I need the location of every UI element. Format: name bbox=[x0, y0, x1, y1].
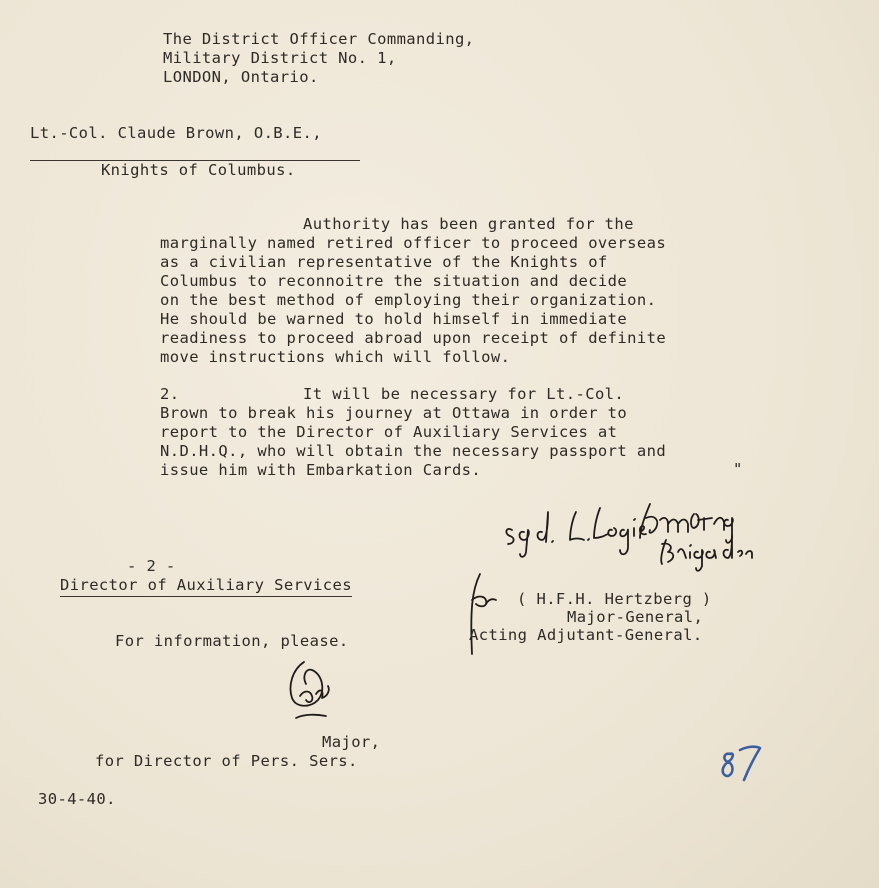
folio-number-87 bbox=[716, 740, 766, 786]
para1-line-1: Authority has been granted for the bbox=[303, 215, 634, 233]
minute-date: 30-4-40. bbox=[38, 790, 116, 808]
minute-addressee: Director of Auxiliary Services bbox=[60, 576, 352, 597]
minute-number: - 2 - bbox=[127, 557, 176, 575]
address-line-1: The District Officer Commanding, bbox=[163, 30, 475, 48]
para2-number: 2. bbox=[160, 385, 180, 403]
minute-rank: Major, bbox=[322, 733, 381, 751]
subject-underline bbox=[30, 160, 360, 161]
para2-line-4: N.D.H.Q., who will obtain the necessary passport and bbox=[160, 442, 667, 460]
subject-line-2 bbox=[30, 142, 360, 199]
handwritten-initials bbox=[282, 656, 338, 728]
para1-line-6: He should be warned to hold himself in immediate bbox=[160, 310, 628, 328]
signatory-rank: Major-General, bbox=[567, 608, 704, 626]
para2-line-1: It will be necessary for Lt.-Col. bbox=[303, 385, 625, 403]
handwritten-for-initial bbox=[464, 570, 504, 660]
subject-line-1: Lt.-Col. Claude Brown, O.B.E., bbox=[30, 124, 322, 142]
para2-line-2: Brown to break his journey at Ottawa in order to bbox=[160, 404, 628, 422]
handwritten-signature-armstrong bbox=[500, 468, 760, 578]
quote-mark: " bbox=[733, 460, 743, 478]
para1-line-7: readiness to proceed abroad upon receipt of definite bbox=[160, 329, 667, 347]
para1-line-5: on the best method of employing their organization. bbox=[160, 291, 657, 309]
signatory-title: Acting Adjutant-General. bbox=[469, 626, 703, 644]
para1-line-4: Columbus to reconnoitre the situation and decide bbox=[160, 272, 628, 290]
minute-for-line: for Director of Pers. Sers. bbox=[95, 752, 358, 770]
para1-line-8: move instructions which will follow. bbox=[160, 348, 511, 366]
minute-note: For information, please. bbox=[115, 632, 349, 650]
subject-line-2-text: Knights of Columbus. bbox=[100, 161, 296, 179]
address-line-3: LONDON, Ontario. bbox=[163, 68, 319, 86]
para2-line-5: issue him with Embarkation Cards. bbox=[160, 461, 482, 479]
address-line-2: Military District No. 1, bbox=[163, 49, 397, 67]
para1-line-2: marginally named retired officer to proceed overseas bbox=[160, 234, 667, 252]
para2-line-3: report to the Director of Auxiliary Services at bbox=[160, 423, 618, 441]
para1-line-3: as a civilian representative of the Knights of bbox=[160, 253, 608, 271]
signatory-name: ( H.F.H. Hertzberg ) bbox=[517, 590, 712, 608]
